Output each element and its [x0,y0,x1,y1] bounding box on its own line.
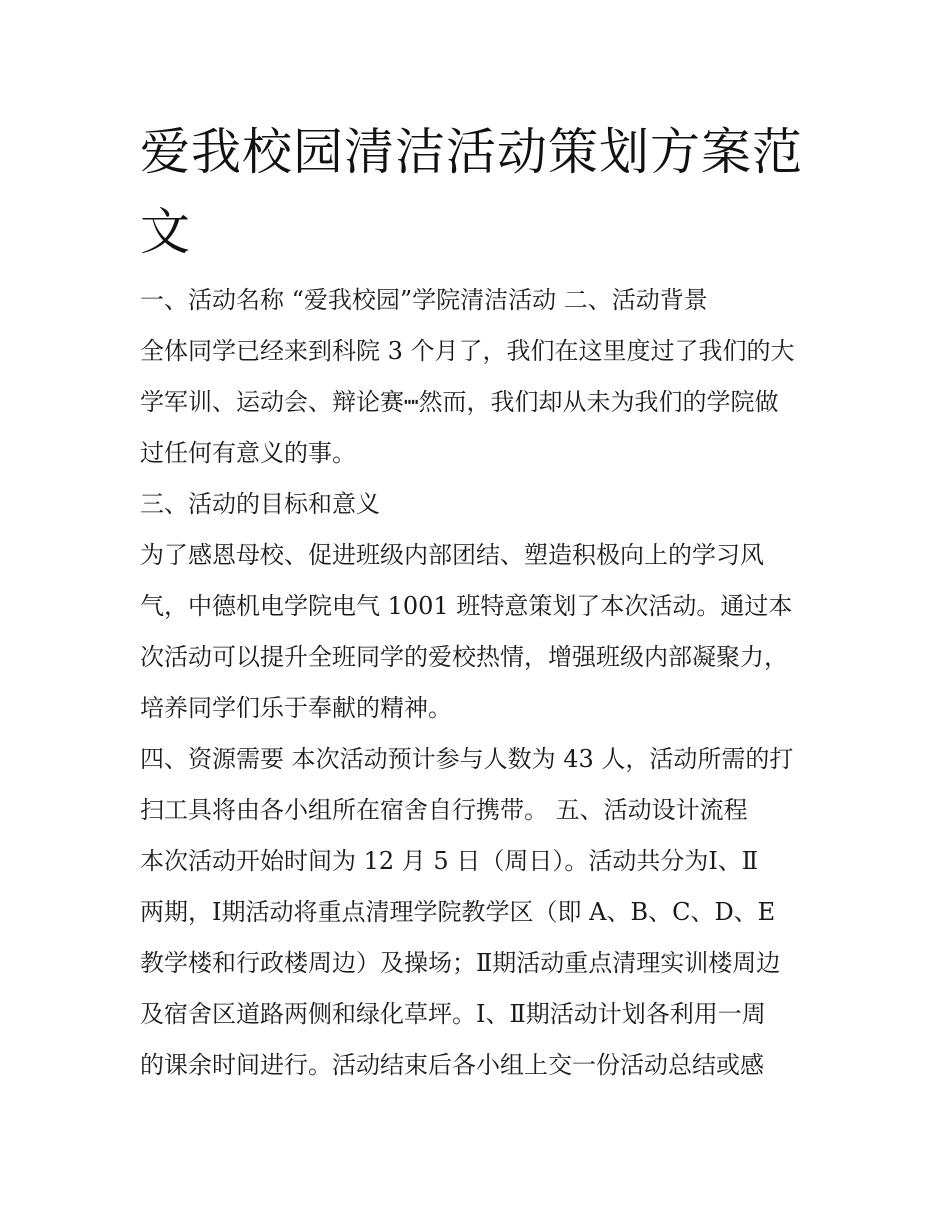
body-line: 的课余时间进行。活动结束后各小组上交一份活动总结或感 [140,1051,764,1079]
body-line: 培养同学们乐于奉献的精神。 [140,694,452,722]
document-title: 爱我校园清洁活动策划方案范文 [140,123,803,261]
body-line: 为了感恩母校、促进班级内部团结、塑造积极向上的学习风 [140,541,764,569]
body-line: 及宿舍区道路两侧和绿化草坪。Ⅰ、Ⅱ期活动计划各利用一周 [140,1000,766,1028]
section-heading: 三、活动的目标和意义 [140,490,380,518]
body-line: 全体同学已经来到科院 3 个月了，我们在这里度过了我们的大 [140,337,795,365]
body-line: 学军训、运动会、辩论赛┉然而，我们却从未为我们的学院做 [140,388,779,416]
body-line: 本次活动开始时间为 12 月 5 日（周日）。活动共分为Ⅰ、Ⅱ [140,847,759,875]
body-line: 扫工具将由各小组所在宿舍自行携带。 五、活动设计流程 [140,796,748,824]
body-line: 气，中德机电学院电气 1001 班特意策划了本次活动。通过本 [140,592,793,620]
body-line: 两期，Ⅰ期活动将重点清理学院教学区（即 A、B、C、D、E [140,898,776,926]
body-line: 过任何有意义的事。 [140,439,356,467]
body-line: 一、活动名称 “爱我校园”学院清洁活动 二、活动背景 [140,286,708,314]
body-line: 四、资源需要 本次活动预计参与人数为 43 人，活动所需的打 [140,745,794,773]
body-line: 次活动可以提升全班同学的爱校热情，增强班级内部凝聚力， [140,643,788,671]
body-line: 教学楼和行政楼周边）及操场；Ⅱ期活动重点清理实训楼周边 [140,949,781,977]
